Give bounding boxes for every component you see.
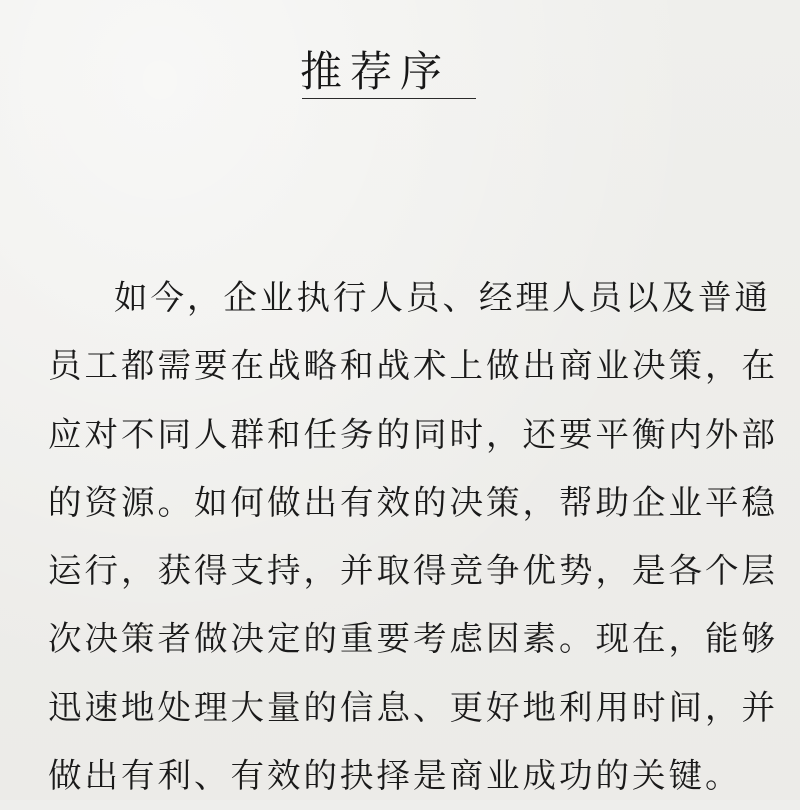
paragraph-line: 迅速地处理大量的信息、更好地利用时间，并: [48, 687, 778, 727]
paragraph-line: 如今，企业执行人员、经理人员以及普通: [114, 278, 771, 317]
paragraph-line: 次决策者做决定的重要考虑因素。现在，能够: [48, 619, 778, 659]
title-underline: [302, 98, 476, 99]
page-title: 推荐序: [300, 47, 451, 96]
paragraph-line: 做出有利、有效的抉择是商业成功的关键。: [48, 756, 742, 796]
paragraph-line: 运行，获得支持，并取得竞争优势，是各个层: [48, 551, 778, 591]
paragraph-line: 的资源。如何做出有效的决策，帮助企业平稳: [48, 482, 778, 522]
page-title-block: [300, 46, 480, 106]
body-paragraph: [48, 264, 778, 810]
reverse-page-bleed-through: [40, 0, 800, 260]
paragraph-line: 员工都需要在战略和战术上做出商业决策，在: [48, 346, 778, 386]
paragraph-line: 应对不同人群和任务的同时，还要平衡内外部: [48, 414, 778, 454]
